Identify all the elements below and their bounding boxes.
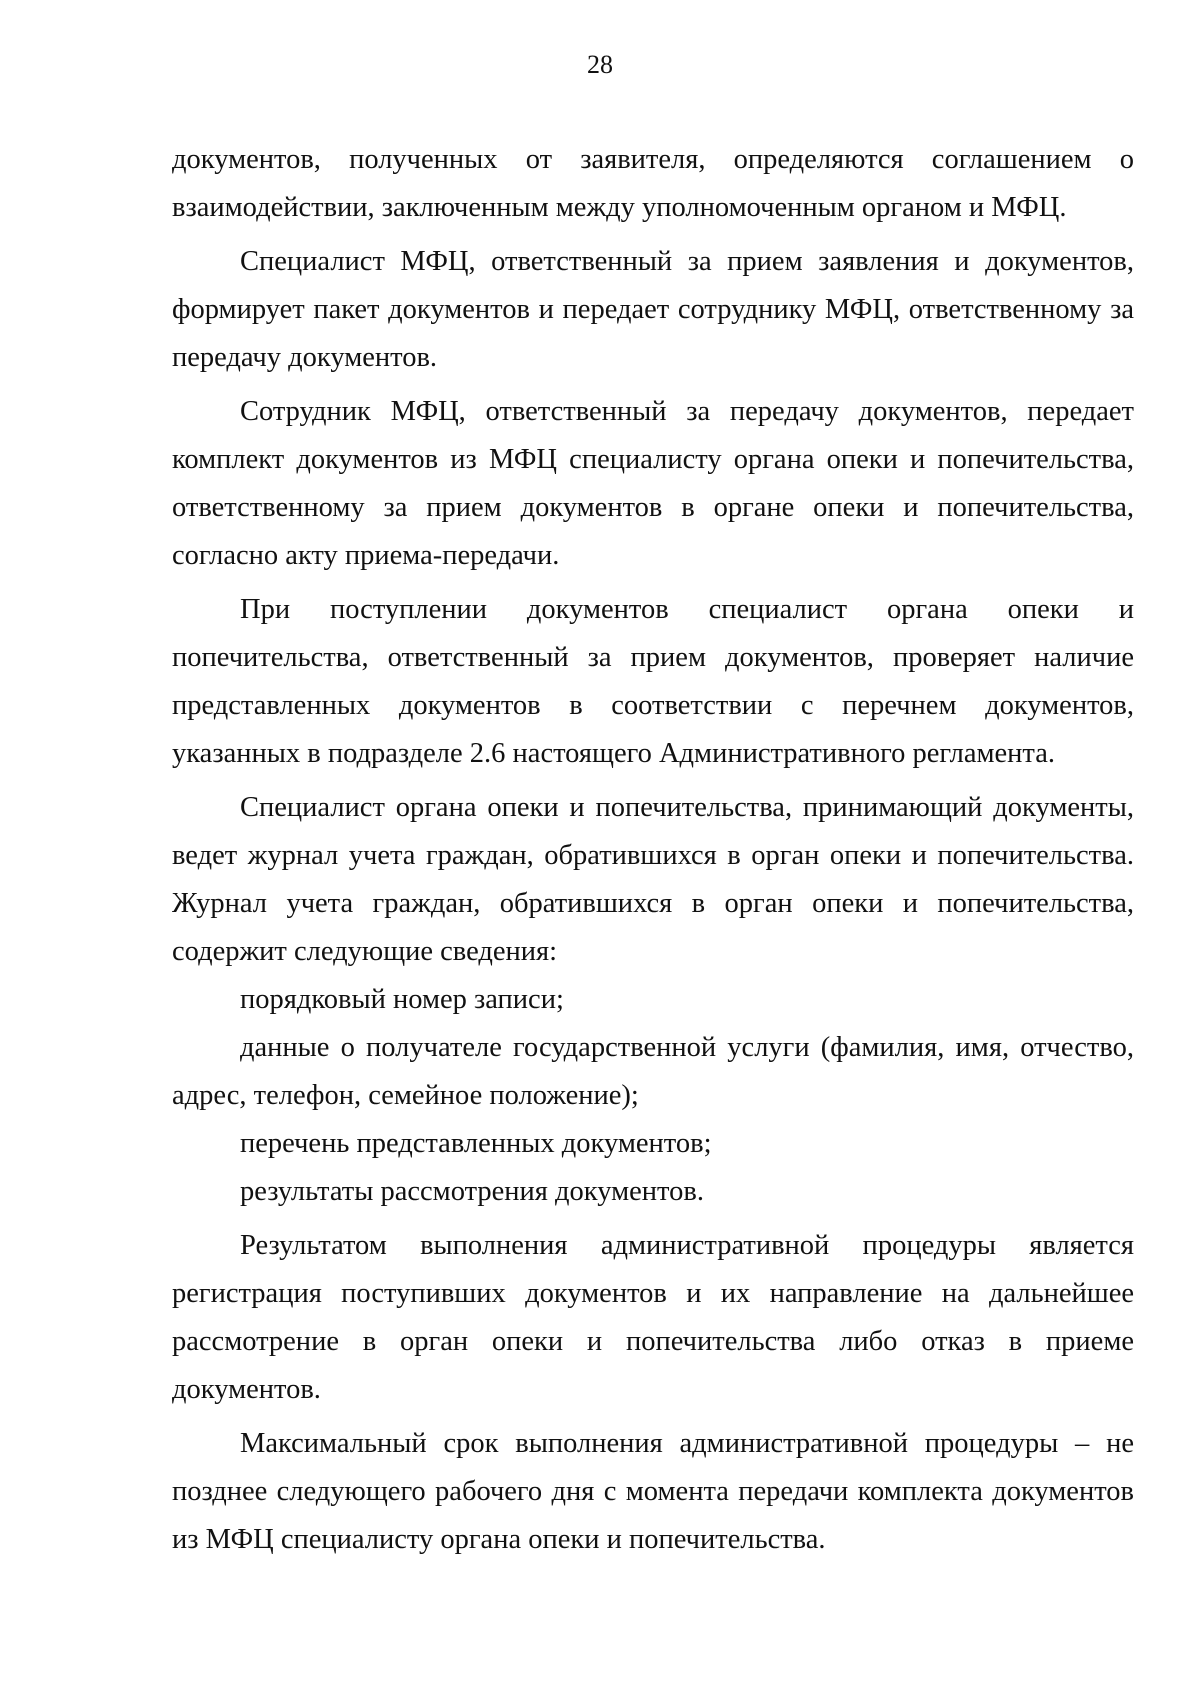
document-body [172, 136, 1134, 1564]
page-number: 28 [587, 50, 613, 79]
list-item: результаты рассмотрения документов. [240, 1176, 704, 1207]
paragraph-continuation: документов, полученных от заявителя, определяются соглашением о взаимодействии, заключенным между уполномоченным органом и МФЦ. [172, 144, 1134, 223]
list-item: перечень представленных документов; [240, 1128, 712, 1159]
paragraph-document-check: При поступлении документов специалист органа опеки и попечительства, ответственный за прием документов, проверяет наличие представленных документов в соответствии с перечнем документов, указанных в подразделе 2.6 настоящего Административного регламента. [172, 594, 1134, 769]
paragraph-result: Результатом выполнения административной процедуры является регистрация поступивших документов и их направление на дальнейшее рассмотрение в орган опеки и попечительства либо отказ в приеме документов. [172, 1230, 1134, 1405]
list-item: порядковый номер записи; [240, 984, 564, 1015]
paragraph-mfc-employee: Сотрудник МФЦ, ответственный за передачу документов, передает комплект документов из МФЦ специалисту органа опеки и попечительства, ответственному за прием документов в органе опеки и попечительства, согласно акту приема-передачи. [172, 396, 1134, 571]
paragraph-journal: Специалист органа опеки и попечительства, принимающий документы, ведет журнал учета граждан, обратившихся в орган опеки и попечительства. Журнал учета граждан, обратившихся в орган опеки и попечительства, содержит следующие сведения: [172, 792, 1134, 967]
paragraph-mfc-specialist: Специалист МФЦ, ответственный за прием заявления и документов, формирует пакет документов и передает сотруднику МФЦ, ответственному за передачу документов. [172, 246, 1134, 373]
paragraph-deadline: Максимальный срок выполнения административной процедуры – не позднее следующего рабочего дня с момента передачи комплекта документов из МФЦ специалисту органа опеки и попечительства. [172, 1428, 1134, 1555]
list-item: данные о получателе государственной услуги (фамилия, имя, отчество, адрес, телефон, семейное положение); [172, 1032, 1134, 1111]
